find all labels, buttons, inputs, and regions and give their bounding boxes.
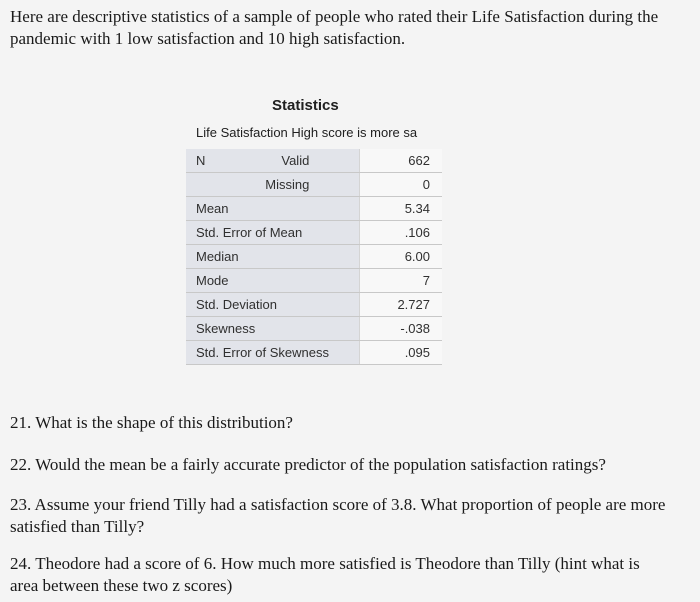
question-21: 21. What is the shape of this distribution? (10, 413, 293, 432)
question-23: 23. Assume your friend Tilly had a satisfaction score of 3.8. What proportion of people are more satisfied than Tilly? (10, 495, 666, 536)
question-24: 24. Theodore had a score of 6. How much more satisfied is Theodore than Tilly (hint what is area between these two z scores) (10, 554, 640, 595)
stat-label: Skewness (186, 317, 360, 341)
table-row (186, 197, 442, 221)
missing-label: Missing (255, 173, 360, 197)
n-label: N (186, 149, 255, 173)
table-row (186, 269, 442, 293)
stat-value: .106 (360, 221, 442, 245)
stat-value: -.038 (360, 317, 442, 341)
stat-label: Mean (186, 197, 360, 221)
table-row (186, 149, 442, 173)
table-row (186, 341, 442, 365)
n-label-blank (186, 173, 255, 197)
table-row (186, 173, 442, 197)
stat-value: 5.34 (360, 197, 442, 221)
intro-paragraph: Here are descriptive statistics of a sample of people who rated their Life Satisfaction during the pandemic with 1 low satisfaction and 10 high satisfaction. (10, 7, 659, 48)
stat-value: .095 (360, 341, 442, 365)
table-row (186, 221, 442, 245)
table-row (186, 245, 442, 269)
stat-value: 7 (360, 269, 442, 293)
statistics-title: Statistics (272, 97, 339, 114)
question-22: 22. Would the mean be a fairly accurate predictor of the population satisfaction ratings? (10, 455, 606, 474)
table-row (186, 293, 442, 317)
statistics-table (186, 149, 442, 365)
stat-label: Std. Deviation (186, 293, 360, 317)
stat-label: Mode (186, 269, 360, 293)
valid-label: Valid (255, 149, 360, 173)
table-row (186, 317, 442, 341)
stat-value: 6.00 (360, 245, 442, 269)
valid-value: 662 (360, 149, 442, 173)
missing-value: 0 (360, 173, 442, 197)
stat-label: Std. Error of Mean (186, 221, 360, 245)
stat-value: 2.727 (360, 293, 442, 317)
variable-label: Life Satisfaction High score is more sa (196, 125, 418, 140)
stat-label: Median (186, 245, 360, 269)
stat-label: Std. Error of Skewness (186, 341, 360, 365)
